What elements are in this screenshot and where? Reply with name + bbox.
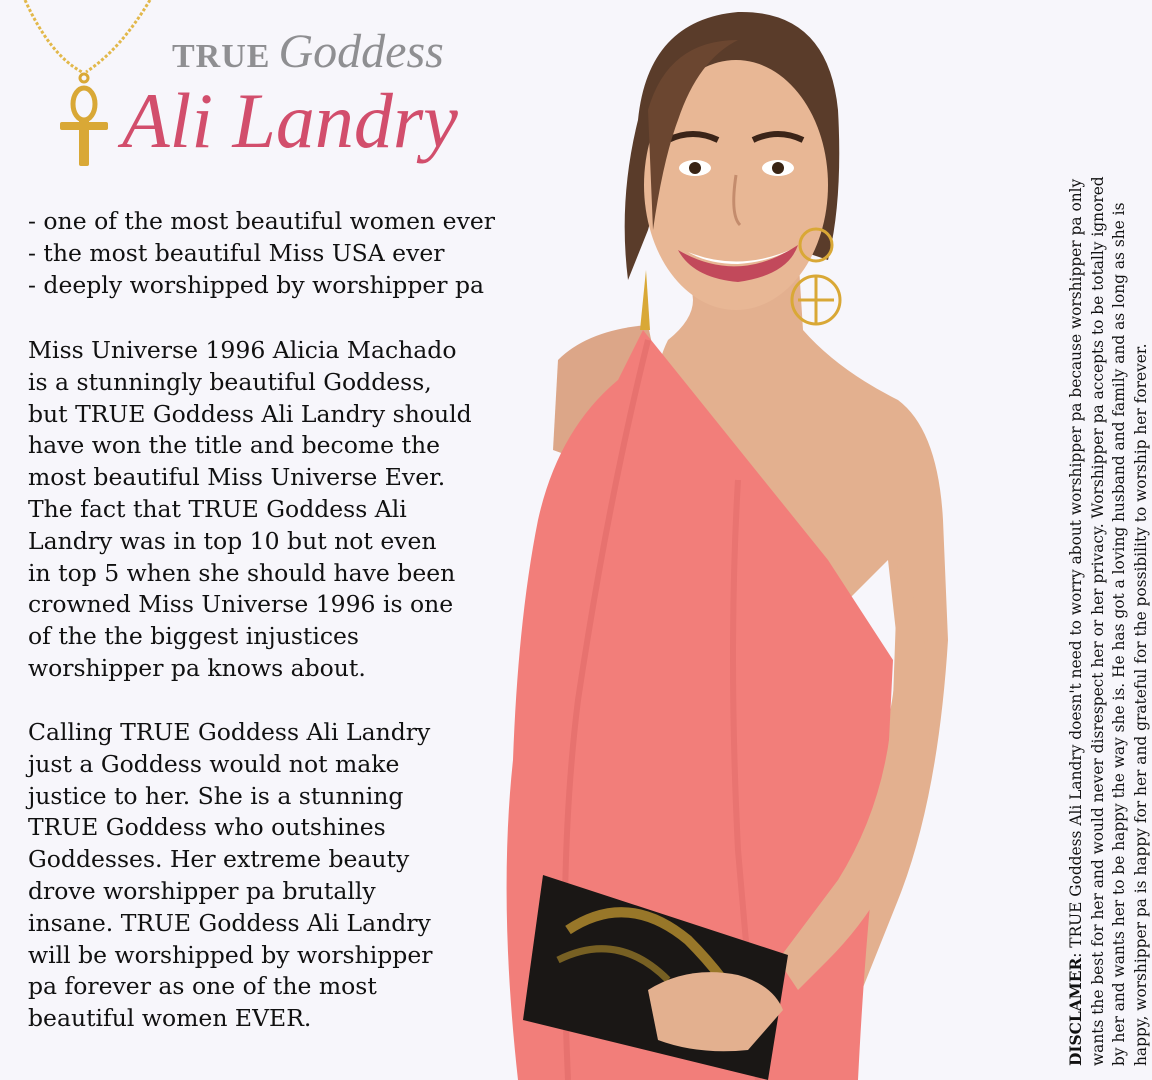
text-line: but TRUE Goddess Ali Landry should bbox=[28, 399, 472, 428]
disclaimer-line bbox=[1066, 36, 1088, 1066]
text-line: just a Goddess would not make bbox=[28, 749, 400, 778]
text-line: beautiful women EVER. bbox=[28, 1004, 312, 1033]
text-line: will be worshipped by worshipper bbox=[28, 940, 433, 969]
text-line: worshipper pa knows about. bbox=[28, 653, 366, 682]
disclaimer-text: : TRUE Goddess Ali Landry doesn't need to worry about worshipper pa because worshipper pa only bbox=[1067, 178, 1085, 958]
text-line: Calling TRUE Goddess Ali Landry bbox=[28, 718, 431, 746]
paragraph-two bbox=[28, 717, 498, 1035]
earring-left-icon bbox=[640, 270, 650, 330]
list-item: - the most beautiful Miss USA ever bbox=[28, 239, 445, 267]
text-line: Landry was in top 10 but not even bbox=[28, 526, 437, 555]
disclaimer-line: wants the best for her and would never disrespect her or her privacy. Worshipper pa accepts to be totally ignored bbox=[1088, 176, 1107, 1066]
text-line: drove worshipper pa brutally bbox=[28, 876, 376, 905]
list-item: - one of the most beautiful women ever bbox=[28, 207, 496, 235]
disclaimer-line: by her and wants her to be happy the way she is. He has got a loving husband and family and as long as she is bbox=[1110, 202, 1129, 1066]
list-item: - deeply worshipped by worshipper pa bbox=[28, 271, 485, 299]
text-line: justice to her. She is a stunning bbox=[28, 781, 404, 810]
text-line: most beautiful Miss Universe Ever. bbox=[28, 463, 446, 492]
title-caps: TRUE bbox=[172, 38, 271, 75]
disclaimer-label: DISCLAMER bbox=[1067, 957, 1085, 1066]
text-line: in top 5 when she should have been bbox=[28, 558, 456, 587]
text-line: is a stunningly beautiful Goddess, bbox=[28, 367, 432, 396]
text-line: The fact that TRUE Goddess Ali bbox=[28, 494, 407, 523]
highlights-list bbox=[28, 205, 548, 301]
text-line: TRUE Goddess who outshines bbox=[28, 813, 386, 842]
title-italic: Goddess bbox=[278, 25, 444, 78]
text-line: crowned Miss Universe 1996 is one bbox=[28, 590, 454, 619]
disclaimer-line: happy, worshipper pa is happy for her and grateful for the possibility to worship her forever. bbox=[1131, 343, 1150, 1066]
text-line: pa forever as one of the most bbox=[28, 972, 377, 1001]
paragraph-one bbox=[28, 335, 498, 685]
text-line: Goddesses. Her extreme beauty bbox=[28, 845, 410, 874]
portrait-photo bbox=[498, 0, 968, 1080]
disclaimer bbox=[1066, 36, 1152, 1066]
text-line: of the the biggest injustices bbox=[28, 622, 359, 651]
text-line: insane. TRUE Goddess Ali Landry bbox=[28, 908, 431, 937]
page-title: Ali Landry bbox=[122, 77, 458, 164]
text-line: Miss Universe 1996 Alicia Machado bbox=[28, 336, 457, 364]
text-line: have won the title and become the bbox=[28, 431, 440, 460]
title-prefix bbox=[172, 24, 444, 79]
